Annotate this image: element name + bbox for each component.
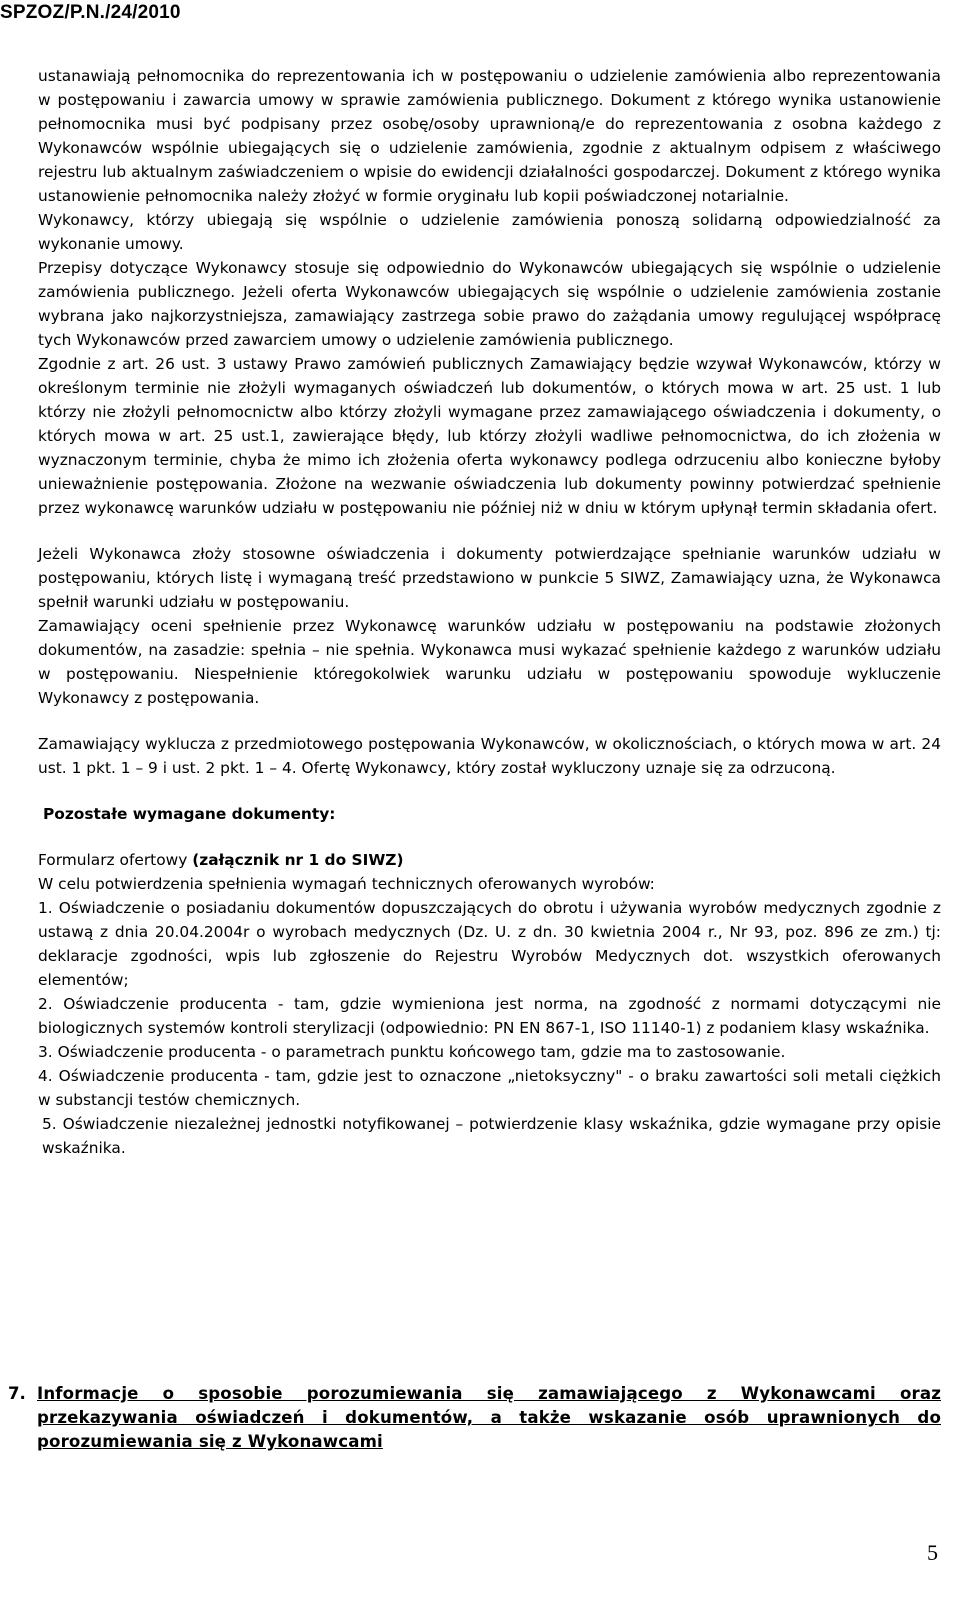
document-body: [38, 64, 941, 1160]
section-7-heading: [8, 1382, 941, 1454]
list-item: 3. Oświadczenie producenta - o parametrach punktu końcowego tam, gdzie ma to zastosowanie.: [38, 1043, 786, 1061]
list-item: 4. Oświadczenie producenta - tam, gdzie jest to oznaczone „nietoksyczny" - o braku zawartości soli metali ciężkich w substancji testów chemicznych.: [38, 1067, 941, 1109]
paragraph-exclusion: Zamawiający wyklucza z przedmiotowego postępowania Wykonawców, w okolicznościach, o których mowa w art. 24 ust. 1 pkt. 1 – 9 i ust. 2 pkt. 1 – 4. Ofertę Wykonawcy, który został wykluczony uznaje się za odrzuconą.: [38, 735, 941, 777]
list-item: 2. Oświadczenie producenta - tam, gdzie wymieniona jest norma, na zgodność z normami dotyczącymi nie biologicznych systemów kontroli sterylizacji (odpowiednio: PN EN 867-1, ISO 11140-1) z podaniem klasy wskaźnika.: [38, 995, 941, 1037]
list-item: 1. Oświadczenie o posiadaniu dokumentów dopuszczających do obrotu i używania wyrobów medycznych zgodnie z ustawą z dnia 20.04.2004r o wyrobach medycznych (Dz. U. z dn. 30 kwietnia 2004 r., Nr 93, poz. 896 ze zm.) tj: deklaracje zgodności, wpis lub zgłoszenie do Rejestru Wyrobów Medycznych dot. wszystkich oferowanych elementów;: [38, 899, 941, 989]
tech-requirements-intro: W celu potwierdzenia spełnienia wymagań technicznych oferowanych wyrobów:: [38, 875, 655, 893]
other-docs-heading: Pozostałe wymagane dokumenty:: [43, 805, 336, 823]
offer-form-label: Formularz ofertowy: [38, 851, 193, 869]
section-title: Informacje o sposobie porozumiewania się zamawiającego z Wykonawcami oraz przekazywania oświadczeń i dokumentów, a także wskazanie osób uprawnionych do porozumiewania się z Wykonawcami: [37, 1384, 941, 1451]
paragraph-joint-liability: Wykonawcy, którzy ubiegają się wspólnie o udzielenie zamówienia ponoszą solidarną odpowiedzialność za wykonanie umowy.: [38, 211, 941, 253]
offer-form-annex: (załącznik nr 1 do SIWZ): [192, 851, 404, 869]
list-item: 5. Oświadczenie niezależnej jednostki notyfikowanej – potwierdzenie klasy wskaźnika, gdzie wymagane przy opisie wskaźnika.: [42, 1115, 941, 1157]
paragraph-provisions: Przepisy dotyczące Wykonawcy stosuje się odpowiednio do Wykonawców ubiegających się wspólnie o udzielenie zamówienia publicznego. Jeżeli oferta Wykonawców ubiegających się wspólnie o udzielenie zamówienia zostanie wybrana jako najkorzystniejsza, zamawiający zastrzega sobie prawo do zażądania umowy regulującej współpracę tych Wykonawców przed zawarciem umowy o udzielenie zamówienia publicznego.: [38, 259, 941, 349]
paragraph-proxy: ustanawiają pełnomocnika do reprezentowania ich w postępowaniu o udzielenie zamówienia albo reprezentowania w postępowaniu i zawarcia umowy w sprawie zamówienia publicznego. Dokument z którego wynika ustanowienie pełnomocnika musi być podpisany przez osobę/osoby uprawnioną/e do reprezentowania z osobna każdego z Wykonawców wspólnie ubiegających się o udzielenie zamówienia, zgodnie z aktualnym odpisem z właściwego rejestru lub aktualnym zaświadczeniem o wpisie do ewidencji działalności gospodarczej. Dokument z którego wynika ustanowienie pełnomocnika należy złożyć w formie oryginału lub kopii poświadczonej notarialnie.: [38, 67, 941, 205]
document-reference: SPZOZ/P.N./24/2010: [0, 2, 181, 23]
section-number: 7.: [8, 1384, 26, 1403]
page-number: 5: [927, 1540, 938, 1565]
offer-form-line: [38, 848, 941, 872]
paragraph-conditions-met: Jeżeli Wykonawca złoży stosowne oświadczenia i dokumenty potwierdzające spełnianie warunków udziału w postępowaniu, których listę i wymaganą treść przedstawiono w punkcie 5 SIWZ, Zamawiający uzna, że Wykonawca spełnił warunki udziału w postępowaniu.: [38, 545, 941, 611]
paragraph-art26: Zgodnie z art. 26 ust. 3 ustawy Prawo zamówień publicznych Zamawiający będzie wzywał Wykonawców, którzy w określonym terminie nie złożyli wymaganych oświadczeń lub dokumentów, o których mowa w art. 25 ust. 1 lub którzy nie złożyli pełnomocnictw albo którzy złożyli wymagane przez zamawiającego oświadczenia i dokumenty, o których mowa w art. 25 ust.1, zawierające błędy, lub którzy złożyli wadliwe pełnomocnictwa, do ich złożenia w wyznaczonym terminie, chyba że mimo ich złożenia oferta wykonawcy podlega odrzuceniu albo konieczne byłoby unieważnienie postępowania. Złożone na wezwanie oświadczenia lub dokumenty powinny potwierdzać spełnienie przez wykonawcę warunków udziału w postępowaniu nie później niż w dniu w którym upłynął termin składania ofert.: [38, 355, 941, 517]
paragraph-evaluation: Zamawiający oceni spełnienie przez Wykonawcę warunków udziału w postępowaniu na podstawie złożonych dokumentów, na zasadzie: spełnia – nie spełnia. Wykonawca musi wykazać spełnienie każdego z warunków udziału w postępowaniu. Niespełnienie któregokolwiek warunku udziału w postępowaniu spowoduje wykluczenie Wykonawcy z postępowania.: [38, 617, 941, 707]
